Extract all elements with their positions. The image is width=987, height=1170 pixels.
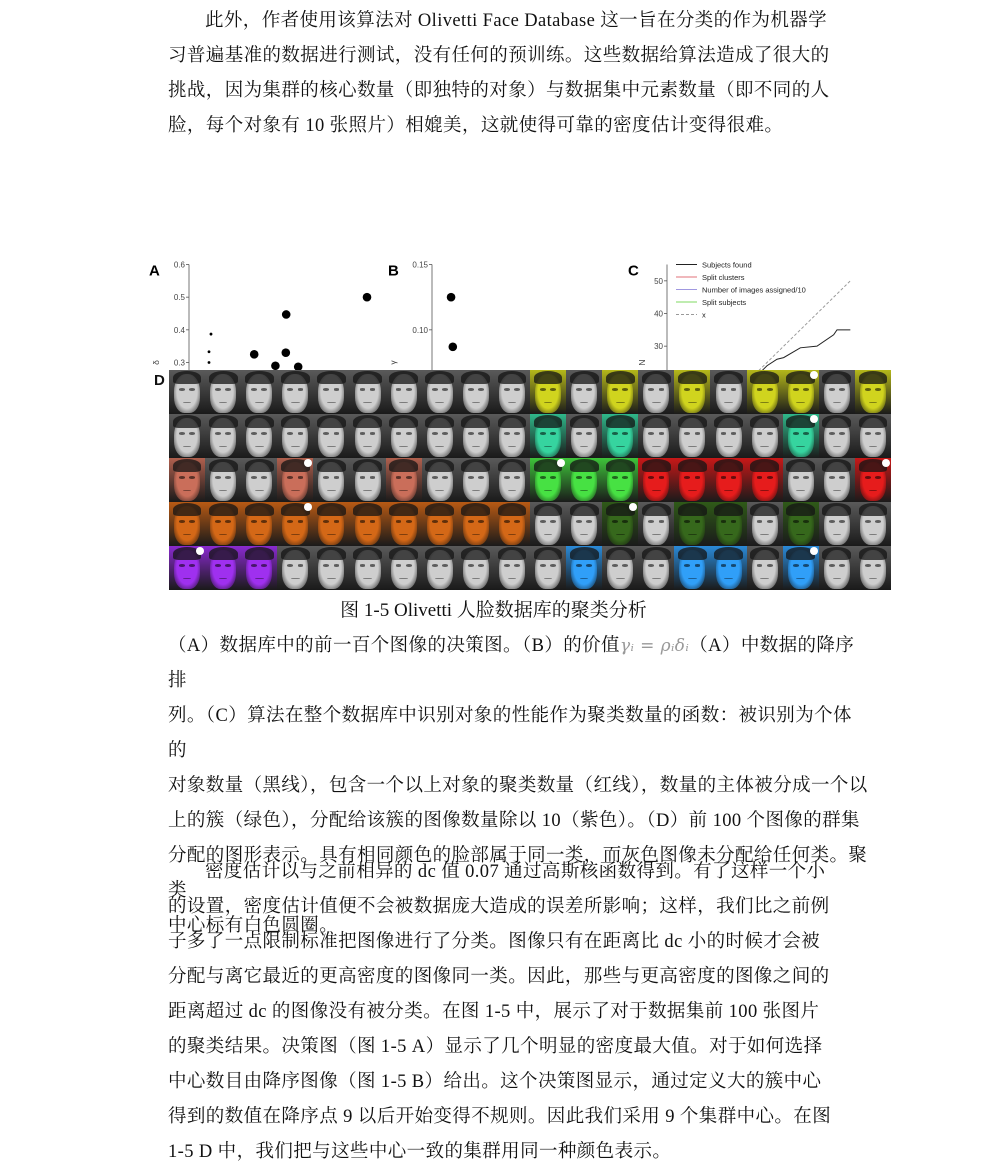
body-line: 得到的数值在降序点 9 以后开始变得不规则。因此我们采用 9 个集群中心。在图 bbox=[168, 1107, 832, 1127]
caption-line: 对象数量（黑线），包含一个以上对象的聚类数量（红线），数量的主体被分成一个以 bbox=[168, 776, 868, 796]
cluster-center-marker bbox=[810, 371, 818, 379]
svg-text:0.15: 0.15 bbox=[412, 260, 428, 270]
svg-text:x: x bbox=[702, 310, 706, 320]
face-thumbnail bbox=[530, 370, 566, 414]
face-thumbnail bbox=[169, 458, 205, 502]
cluster-center-marker bbox=[810, 547, 818, 555]
intro-line: 此外，作者使用该算法对 Olivetti Face Database 这一旨在分类的作为机器学 bbox=[205, 11, 828, 31]
body-line: 距离超过 dc 的图像没有被分类。在图 1-5 中，展示了对于数据集前 100 张图片 bbox=[168, 1002, 820, 1022]
panel-b-label: B bbox=[388, 262, 399, 280]
caption-line: 中心标有白色圆圈。 bbox=[168, 916, 339, 936]
body-line: 的设置，密度估计值便不会被数据庞大造成的误差所影响；这样，我们比之前例 bbox=[168, 897, 830, 917]
face-thumbnail bbox=[313, 502, 349, 546]
caption-line: 上的簇（绿色），分配给该簇的图像数量除以 10（紫色）。（D）前 100 个图像的群集 bbox=[168, 811, 860, 831]
cluster-center-marker bbox=[196, 547, 204, 555]
gamma-formula: γᵢ = ρᵢδᵢ bbox=[619, 636, 690, 656]
face-thumbnail bbox=[494, 458, 530, 502]
face-thumbnail bbox=[313, 458, 349, 502]
face-thumbnail bbox=[747, 414, 783, 458]
body-line: 密度估计以与之前相异的 dc 值 0.07 通过高斯核函数得到。有了这样一个小 bbox=[205, 862, 826, 882]
panel-d-label: D bbox=[154, 372, 165, 389]
face-thumbnail bbox=[710, 370, 746, 414]
face-thumbnail bbox=[241, 458, 277, 502]
body-line: 的聚类结果。决策图（图 1-5 A）显示了几个明显的密度最大值。对于如何选择 bbox=[168, 1037, 823, 1057]
body-line: 分配与离它最近的更高密度的图像同一类。因此，那些与更高密度的图像之间的 bbox=[168, 967, 830, 987]
face-thumbnail bbox=[386, 414, 422, 458]
face-thumbnail bbox=[458, 458, 494, 502]
face-thumbnail bbox=[169, 414, 205, 458]
face-thumbnail bbox=[349, 546, 385, 590]
face-thumbnail bbox=[855, 546, 891, 590]
cluster-center-marker bbox=[304, 459, 312, 467]
face-thumbnail bbox=[747, 546, 783, 590]
cluster-center-marker bbox=[304, 503, 312, 511]
panel-c-label: C bbox=[628, 262, 639, 280]
face-thumbnail bbox=[855, 458, 891, 502]
face-thumbnail bbox=[386, 546, 422, 590]
face-thumbnail bbox=[819, 370, 855, 414]
svg-text:0.5: 0.5 bbox=[173, 293, 185, 303]
face-thumbnail bbox=[530, 502, 566, 546]
svg-text:Number of images assigned/10: Number of images assigned/10 bbox=[702, 285, 806, 295]
face-thumbnail bbox=[386, 370, 422, 414]
face-thumbnail bbox=[566, 502, 602, 546]
face-thumbnail bbox=[494, 370, 530, 414]
panel-d-faces-grid bbox=[169, 370, 891, 590]
face-thumbnail bbox=[277, 370, 313, 414]
face-thumbnail bbox=[855, 502, 891, 546]
svg-text:Split clusters: Split clusters bbox=[702, 273, 745, 282]
cluster-center-marker bbox=[882, 459, 890, 467]
face-thumbnail bbox=[855, 370, 891, 414]
face-thumbnail bbox=[241, 502, 277, 546]
face-thumbnail bbox=[819, 546, 855, 590]
face-thumbnail bbox=[819, 458, 855, 502]
face-thumbnail bbox=[566, 458, 602, 502]
face-thumbnail bbox=[783, 458, 819, 502]
face-thumbnail bbox=[747, 458, 783, 502]
face-thumbnail bbox=[747, 370, 783, 414]
face-thumbnail bbox=[205, 458, 241, 502]
cluster-center-marker bbox=[557, 459, 565, 467]
face-thumbnail bbox=[205, 502, 241, 546]
face-thumbnail bbox=[566, 414, 602, 458]
face-thumbnail bbox=[458, 414, 494, 458]
caption-line: 分配的图形表示。具有相同颜色的脸部属于同一类，而灰色图像未分配给任何类。聚类 bbox=[168, 846, 868, 901]
face-thumbnail bbox=[349, 370, 385, 414]
svg-text:0.4: 0.4 bbox=[173, 325, 185, 335]
face-thumbnail bbox=[494, 546, 530, 590]
face-thumbnail bbox=[277, 414, 313, 458]
face-thumbnail bbox=[638, 502, 674, 546]
face-thumbnail bbox=[674, 546, 710, 590]
face-thumbnail bbox=[602, 414, 638, 458]
face-thumbnail bbox=[277, 546, 313, 590]
face-thumbnail bbox=[386, 502, 422, 546]
face-thumbnail bbox=[349, 458, 385, 502]
face-thumbnail bbox=[349, 414, 385, 458]
face-thumbnail bbox=[710, 414, 746, 458]
face-thumbnail bbox=[674, 502, 710, 546]
face-thumbnail bbox=[349, 502, 385, 546]
face-thumbnail bbox=[783, 414, 819, 458]
intro-line: 挑战，因为集群的核心数量（即独特的对象）与数据集中元素数量（即不同的人 bbox=[168, 81, 830, 101]
face-thumbnail bbox=[747, 502, 783, 546]
face-thumbnail bbox=[313, 370, 349, 414]
face-thumbnail bbox=[277, 502, 313, 546]
face-thumbnail bbox=[313, 546, 349, 590]
face-thumbnail bbox=[638, 546, 674, 590]
face-thumbnail bbox=[169, 502, 205, 546]
face-thumbnail bbox=[783, 502, 819, 546]
face-thumbnail bbox=[241, 414, 277, 458]
intro-line: 脸，每个对象有 10 张照片）相媲美，这就使得可靠的密度估计变得很难。 bbox=[168, 116, 784, 136]
face-thumbnail bbox=[458, 502, 494, 546]
face-thumbnail bbox=[277, 458, 313, 502]
caption-text: （A）中数据的降序排 bbox=[168, 636, 855, 691]
svg-text:0.3: 0.3 bbox=[173, 358, 185, 368]
svg-text:γ: γ bbox=[388, 360, 398, 365]
caption-line bbox=[168, 629, 868, 699]
caption-line: 列。（C）算法在整个数据库中识别对象的性能作为聚类数量的函数：被识别为个体的 bbox=[168, 706, 852, 761]
face-thumbnail bbox=[638, 370, 674, 414]
cluster-center-marker bbox=[810, 415, 818, 423]
face-thumbnail bbox=[422, 502, 458, 546]
face-thumbnail bbox=[494, 414, 530, 458]
face-thumbnail bbox=[205, 370, 241, 414]
face-thumbnail bbox=[422, 546, 458, 590]
svg-text:Split subjects: Split subjects bbox=[702, 298, 747, 307]
face-thumbnail bbox=[710, 546, 746, 590]
face-thumbnail bbox=[674, 370, 710, 414]
panel-a-label: A bbox=[149, 262, 160, 280]
face-thumbnail bbox=[169, 370, 205, 414]
svg-text:0.10: 0.10 bbox=[412, 325, 428, 335]
face-thumbnail bbox=[783, 370, 819, 414]
panel-c-legend bbox=[676, 261, 806, 320]
body-paragraph-2 bbox=[168, 855, 868, 1170]
svg-text:δ: δ bbox=[151, 360, 161, 365]
face-thumbnail bbox=[638, 414, 674, 458]
face-thumbnail bbox=[566, 370, 602, 414]
svg-text:0.6: 0.6 bbox=[173, 260, 185, 270]
face-thumbnail bbox=[530, 546, 566, 590]
face-thumbnail bbox=[205, 414, 241, 458]
face-thumbnail bbox=[674, 458, 710, 502]
face-thumbnail bbox=[855, 414, 891, 458]
face-thumbnail bbox=[819, 502, 855, 546]
face-thumbnail bbox=[313, 414, 349, 458]
face-thumbnail bbox=[602, 546, 638, 590]
intro-paragraph bbox=[168, 4, 868, 144]
face-thumbnail bbox=[819, 414, 855, 458]
face-thumbnail bbox=[783, 546, 819, 590]
face-thumbnail bbox=[422, 414, 458, 458]
face-thumbnail bbox=[530, 414, 566, 458]
face-thumbnail bbox=[386, 458, 422, 502]
face-thumbnail bbox=[710, 458, 746, 502]
body-line: 1-5 D 中，我们把与这些中心一致的集群用同一种颜色表示。 bbox=[168, 1142, 672, 1162]
svg-text:Subjects found: Subjects found bbox=[702, 260, 752, 270]
face-thumbnail bbox=[169, 546, 205, 590]
face-thumbnail bbox=[494, 502, 530, 546]
svg-text:N: N bbox=[637, 359, 647, 366]
face-thumbnail bbox=[602, 370, 638, 414]
svg-text:30: 30 bbox=[654, 342, 663, 352]
intro-line: 习普遍基准的数据进行测试，没有任何的预训练。这些数据给算法造成了很大的 bbox=[168, 46, 830, 66]
face-thumbnail bbox=[241, 546, 277, 590]
svg-text:40: 40 bbox=[654, 309, 663, 319]
face-thumbnail bbox=[566, 546, 602, 590]
face-thumbnail bbox=[458, 546, 494, 590]
face-thumbnail bbox=[530, 458, 566, 502]
figure-caption-title: 图 1-5 Olivetti 人脸数据库的聚类分析 bbox=[340, 600, 647, 621]
body-line: 中心数目由降序图像（图 1-5 B）给出。这个决策图显示，通过定义大的簇中心 bbox=[168, 1072, 822, 1092]
body-line: 子多了一点限制标准把图像进行了分类。图像只有在距离比 dc 小的时候才会被 bbox=[168, 932, 821, 952]
face-thumbnail bbox=[205, 546, 241, 590]
face-thumbnail bbox=[458, 370, 494, 414]
face-thumbnail bbox=[422, 370, 458, 414]
face-thumbnail bbox=[422, 458, 458, 502]
face-thumbnail bbox=[241, 370, 277, 414]
face-thumbnail bbox=[602, 458, 638, 502]
face-thumbnail bbox=[710, 502, 746, 546]
face-thumbnail bbox=[602, 502, 638, 546]
cluster-center-marker bbox=[629, 503, 637, 511]
face-thumbnail bbox=[638, 458, 674, 502]
caption-text: （A）数据库中的前一百个图像的决策图。（B）的价值 bbox=[168, 636, 620, 656]
face-thumbnail bbox=[674, 414, 710, 458]
svg-text:50: 50 bbox=[654, 276, 663, 286]
